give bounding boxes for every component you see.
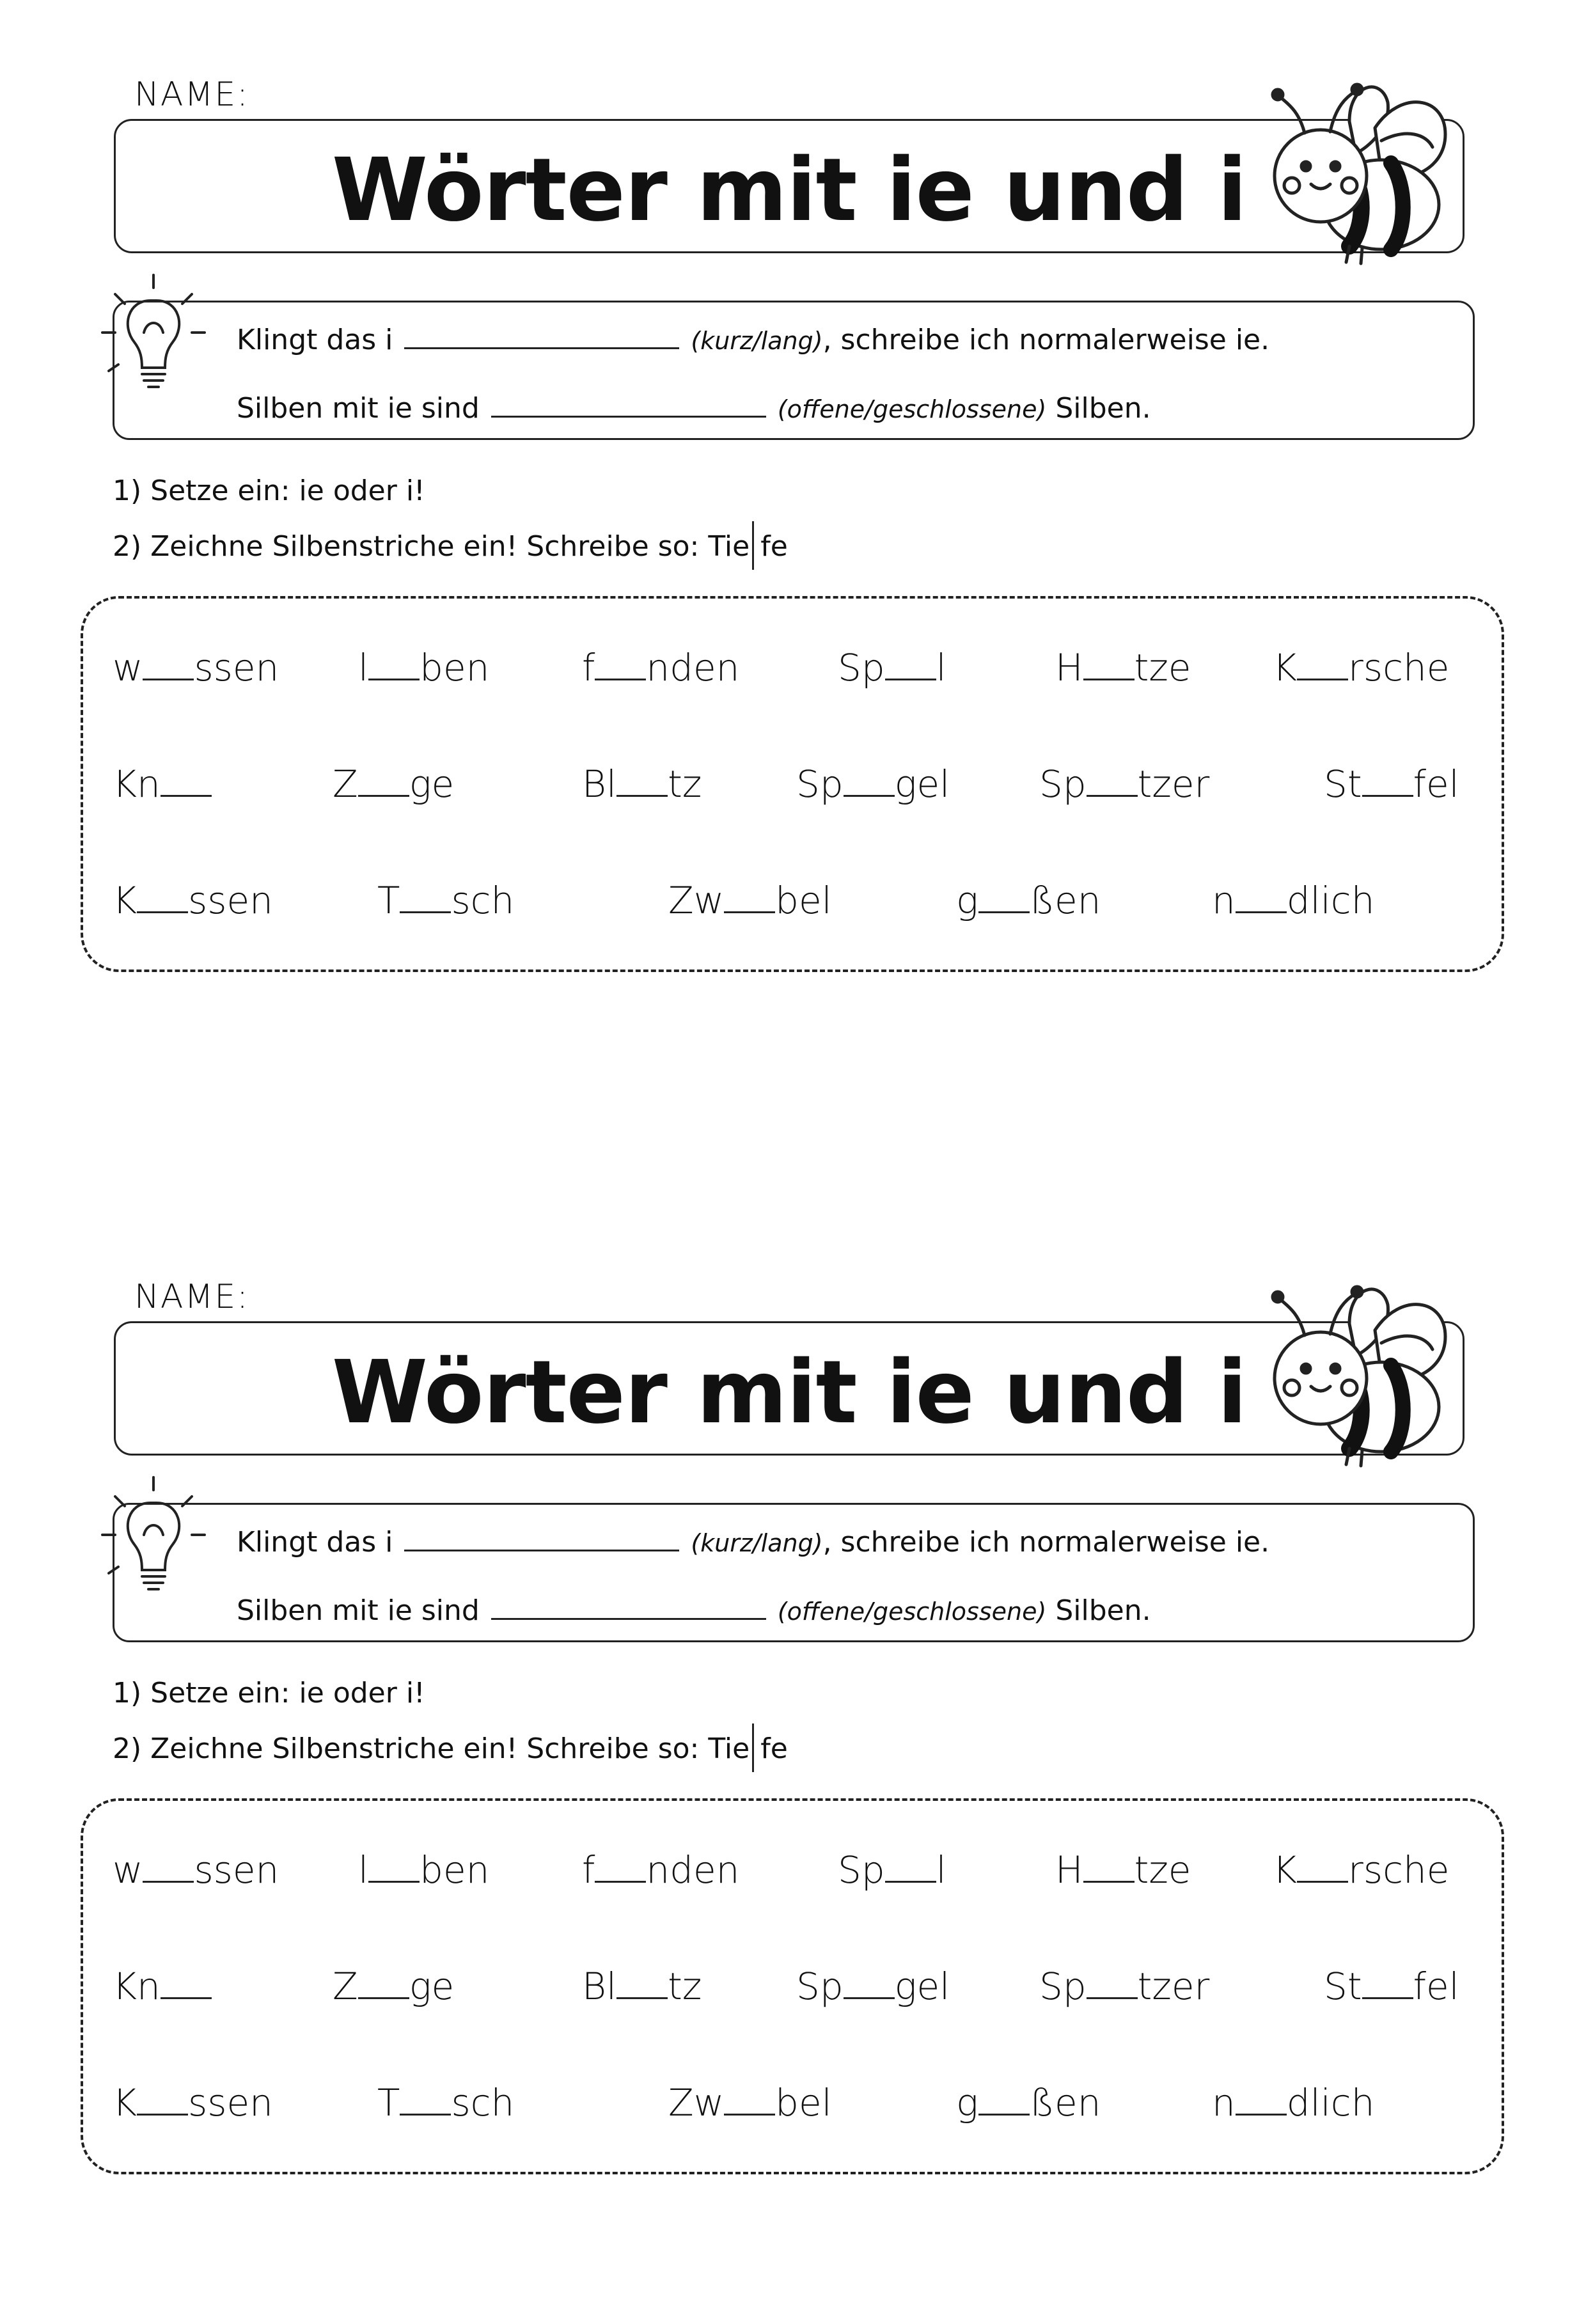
word-start: T	[377, 2081, 400, 2124]
word-end: l	[936, 1848, 946, 1892]
task-2-text: 2) Zeichne Silbenstriche ein! Schreibe so:	[113, 1732, 700, 1765]
fill-in-gap[interactable]	[1236, 2107, 1287, 2116]
word-end: dlich	[1286, 879, 1375, 922]
rule-line-1-hint: (kurz/lang)	[691, 1529, 823, 1557]
word-end: dlich	[1286, 2081, 1375, 2124]
exercise-word	[113, 879, 273, 922]
fill-in-gap[interactable]	[1236, 905, 1287, 913]
exercise-word	[333, 762, 454, 806]
word-end: bel	[775, 2081, 832, 2124]
word-end: fel	[1413, 762, 1459, 806]
word-end: ssen	[194, 646, 279, 689]
word-start: Zw	[668, 879, 725, 922]
name-label: NAME:	[134, 1278, 249, 1316]
word-end: ben	[420, 1848, 490, 1892]
fill-in-gap[interactable]	[1362, 1991, 1413, 1999]
task-2-example-b: fe	[760, 1732, 788, 1765]
word-end: tz	[668, 762, 702, 806]
word-start: T	[377, 879, 400, 922]
word-end: ssen	[194, 1848, 279, 1892]
exercise-word	[1324, 1965, 1459, 2008]
word-start: n	[1212, 879, 1236, 922]
answer-blank-1[interactable]	[404, 323, 679, 349]
fill-in-gap[interactable]	[400, 905, 451, 913]
exercise-word	[1273, 646, 1449, 689]
exercise-word	[113, 646, 279, 689]
answer-blank-2[interactable]	[491, 391, 766, 418]
word-end: l	[936, 646, 946, 689]
fill-in-gap[interactable]	[1297, 672, 1348, 680]
word-end: gel	[894, 762, 950, 806]
word-start: K	[113, 879, 137, 922]
word-end: rsche	[1348, 1848, 1450, 1892]
task-2-example-b: fe	[760, 530, 788, 563]
rule-line-2-start: Silben mit ie sind	[237, 392, 480, 425]
word-start: Zw	[668, 2081, 725, 2124]
rule-line-1-hint: (kurz/lang)	[691, 327, 823, 355]
rule-line-1-end: , schreibe ich normalerweise ie.	[822, 1526, 1270, 1558]
fill-in-gap[interactable]	[978, 905, 1030, 913]
answer-blank-1[interactable]	[404, 1525, 679, 1551]
word-start: g	[956, 879, 978, 922]
word-end: rsche	[1348, 646, 1450, 689]
word-start: K	[113, 2081, 137, 2124]
rule-line-1-end: , schreibe ich normalerweise ie.	[822, 324, 1270, 356]
rule-line-2-start: Silben mit ie sind	[237, 1594, 480, 1627]
fill-in-gap[interactable]	[724, 2107, 775, 2116]
word-start: Z	[333, 1965, 358, 2008]
fill-in-gap[interactable]	[137, 905, 188, 913]
fill-in-gap[interactable]	[1087, 789, 1138, 797]
exercise-word	[1273, 1848, 1449, 1892]
word-start: Sp	[838, 1848, 885, 1892]
fill-in-gap[interactable]	[616, 789, 668, 797]
word-end: ben	[420, 646, 490, 689]
fill-in-gap[interactable]	[844, 1991, 895, 1999]
exercise-word	[113, 1848, 279, 1892]
exercise-word	[113, 2081, 273, 2124]
word-end: bel	[775, 879, 832, 922]
word-end: tzer	[1137, 762, 1210, 806]
task-1: 1) Setze ein: ie oder i!	[113, 475, 425, 507]
fill-in-gap[interactable]	[137, 2107, 188, 2116]
word-end: nden	[646, 646, 740, 689]
worksheet-title: Wörter mit ie und i	[331, 140, 1247, 241]
word-end: gel	[894, 1965, 950, 2008]
word-start: Sp	[796, 762, 844, 806]
fill-in-gap[interactable]	[143, 672, 194, 680]
answer-blank-2[interactable]	[491, 1594, 766, 1620]
task-2	[113, 1723, 788, 1772]
word-start: g	[956, 2081, 978, 2124]
fill-in-gap[interactable]	[978, 2107, 1030, 2116]
exercise-word	[333, 1965, 454, 2008]
word-start: l	[358, 646, 369, 689]
word-start: St	[1324, 762, 1362, 806]
word-start: f	[582, 646, 595, 689]
exercise-word	[1324, 762, 1459, 806]
exercise-word	[796, 1965, 950, 2008]
word-start: Sp	[1039, 1965, 1087, 2008]
word-end: ßen	[1029, 2081, 1101, 2124]
word-end: sch	[451, 879, 515, 922]
exercise-word	[838, 646, 946, 689]
rule-line-1-start: Klingt das i	[237, 1526, 393, 1558]
rule-line-2-end: Silben.	[1055, 392, 1151, 425]
exercise-word	[796, 762, 950, 806]
worksheet-bottom	[0, 1202, 1586, 2324]
fill-in-gap[interactable]	[616, 1991, 668, 1999]
fill-in-gap[interactable]	[400, 2107, 451, 2116]
word-start: Sp	[1039, 762, 1087, 806]
task-2	[113, 521, 788, 570]
exercise-word	[668, 879, 832, 922]
word-end: ssen	[188, 879, 273, 922]
word-start: w	[113, 1848, 143, 1892]
exercise-word	[377, 879, 514, 922]
exercise-word	[582, 646, 739, 689]
rule-line-2-end: Silben.	[1055, 1594, 1151, 1627]
rule-line-2	[237, 1594, 1151, 1627]
word-start: St	[1324, 1965, 1362, 2008]
fill-in-gap[interactable]	[161, 789, 212, 797]
syllable-separator	[752, 1723, 754, 1772]
exercise-word	[1039, 1965, 1209, 2008]
word-end: ge	[409, 762, 455, 806]
fill-in-gap[interactable]	[595, 1874, 646, 1883]
word-end: tzer	[1137, 1965, 1210, 2008]
exercise-word	[956, 879, 1101, 922]
rule-line-2	[237, 391, 1151, 425]
word-start: H	[1055, 1848, 1083, 1892]
fill-in-gap[interactable]	[161, 1991, 212, 1999]
word-start: Kn	[113, 1965, 161, 2008]
exercise-word	[358, 646, 489, 689]
word-start: Bl	[582, 1965, 617, 2008]
word-start: K	[1273, 1848, 1298, 1892]
exercise-word	[668, 2081, 832, 2124]
exercise-word	[582, 762, 702, 806]
fill-in-gap[interactable]	[368, 672, 420, 680]
word-end: tze	[1134, 1848, 1191, 1892]
exercise-word	[1055, 1848, 1191, 1892]
fill-in-gap[interactable]	[885, 1874, 936, 1883]
word-start: H	[1055, 646, 1083, 689]
rule-line-1	[237, 1525, 1269, 1558]
task-2-example-a: Tie	[708, 530, 750, 563]
rule-line-2-hint: (offene/geschlossene)	[777, 395, 1047, 423]
task-2-text: 2) Zeichne Silbenstriche ein! Schreibe so:	[113, 530, 700, 563]
word-start: w	[113, 646, 143, 689]
task-1: 1) Setze ein: ie oder i!	[113, 1677, 425, 1709]
word-start: l	[358, 1848, 369, 1892]
word-start: Bl	[582, 762, 617, 806]
fill-in-gap[interactable]	[1087, 1991, 1138, 1999]
task-2-example-a: Tie	[708, 1732, 750, 1765]
word-start: Kn	[113, 762, 161, 806]
syllable-separator	[752, 521, 754, 570]
exercise-word	[113, 1965, 212, 2008]
fill-in-gap[interactable]	[1297, 1874, 1348, 1883]
word-end: ssen	[188, 2081, 273, 2124]
exercise-word	[838, 1848, 946, 1892]
word-start: f	[582, 1848, 595, 1892]
rule-line-1-start: Klingt das i	[237, 324, 393, 356]
fill-in-gap[interactable]	[1083, 1874, 1135, 1883]
exercise-word	[1212, 2081, 1374, 2124]
bee-icon	[1253, 77, 1464, 269]
exercise-word	[358, 1848, 489, 1892]
exercise-word	[113, 762, 212, 806]
worksheet-title: Wörter mit ie und i	[331, 1342, 1247, 1443]
fill-in-gap[interactable]	[1362, 789, 1413, 797]
word-start: Sp	[796, 1965, 844, 2008]
word-end: ge	[409, 1965, 455, 2008]
fill-in-gap[interactable]	[368, 1874, 420, 1883]
fill-in-gap[interactable]	[724, 905, 775, 913]
word-end: nden	[646, 1848, 740, 1892]
fill-in-gap[interactable]	[844, 789, 895, 797]
word-start: K	[1273, 646, 1298, 689]
exercise-word	[377, 2081, 514, 2124]
word-end: fel	[1413, 1965, 1459, 2008]
word-end: sch	[451, 2081, 515, 2124]
fill-in-gap[interactable]	[595, 672, 646, 680]
fill-in-gap[interactable]	[1083, 672, 1135, 680]
exercise-word	[956, 2081, 1101, 2124]
name-label: NAME:	[134, 75, 249, 114]
exercise-word	[582, 1965, 702, 2008]
fill-in-gap[interactable]	[358, 1991, 409, 1999]
exercise-word	[1055, 646, 1191, 689]
fill-in-gap[interactable]	[885, 672, 936, 680]
word-end: tz	[668, 1965, 702, 2008]
word-start: Sp	[838, 646, 885, 689]
exercise-word	[1212, 879, 1374, 922]
worksheet-top	[0, 0, 1586, 1122]
rule-line-1	[237, 323, 1269, 356]
exercise-word	[1039, 762, 1209, 806]
word-start: Z	[333, 762, 358, 806]
word-start: n	[1212, 2081, 1236, 2124]
exercise-word	[582, 1848, 739, 1892]
word-end: tze	[1134, 646, 1191, 689]
word-end: ßen	[1029, 879, 1101, 922]
fill-in-gap[interactable]	[358, 789, 409, 797]
rule-line-2-hint: (offene/geschlossene)	[777, 1598, 1047, 1626]
fill-in-gap[interactable]	[143, 1874, 194, 1883]
bee-icon	[1253, 1279, 1464, 1471]
